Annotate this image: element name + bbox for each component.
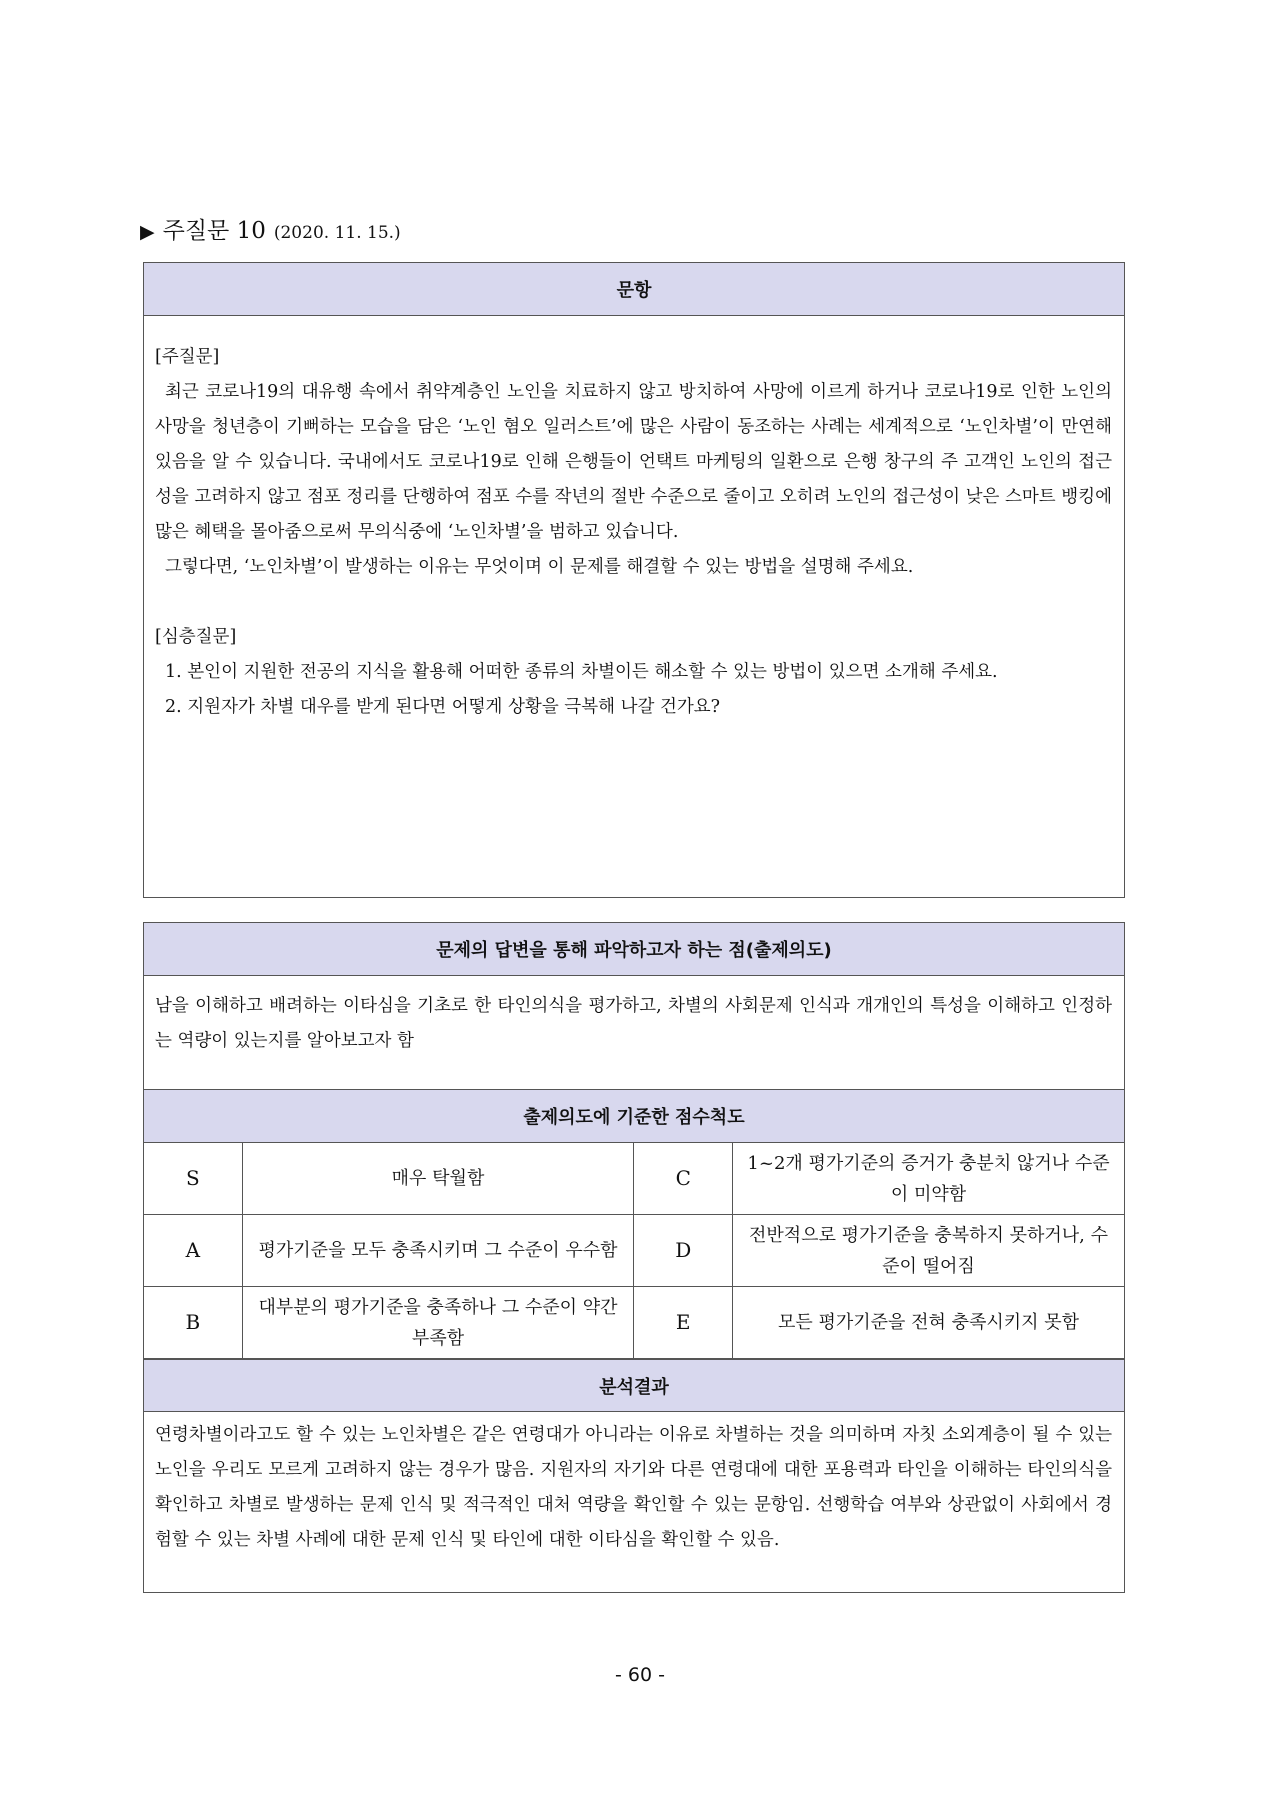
deep-question-item-2: 2. 지원자가 차별 대우를 받게 된다면 어떻게 상황을 극복해 나갈 건가요? bbox=[165, 697, 721, 717]
question-box bbox=[143, 262, 1125, 898]
main-question-paragraph-2: 그렇다면, ‘노인차별’이 발생하는 이유는 무엇이며 이 문제를 해결할 수 있는 방법을 설명해 주세요. bbox=[165, 557, 914, 577]
intent-header: 문제의 답변을 통해 파악하고자 하는 점(출제의도) bbox=[144, 923, 1124, 976]
deep-question-item-1: 1. 본인이 지원한 전공의 지식을 활용해 어떠한 종류의 차별이든 해소할 수 있는 방법이 있으면 소개해 주세요. bbox=[165, 662, 998, 682]
page-number: - 60 - bbox=[615, 1664, 665, 1686]
grade-cell: A bbox=[144, 1215, 242, 1287]
grade-cell: E bbox=[634, 1287, 733, 1359]
analysis-header: 분석결과 bbox=[144, 1359, 1124, 1412]
question-body bbox=[144, 316, 1124, 725]
grade-cell: D bbox=[634, 1215, 733, 1287]
grade-cell: B bbox=[144, 1287, 242, 1359]
spacer bbox=[155, 585, 1112, 620]
table-row bbox=[144, 1287, 1124, 1359]
question-header: 문항 bbox=[144, 263, 1124, 316]
main-question-paragraph-1: 최근 코로나19의 대유행 속에서 취약계층인 노인을 치료하지 않고 방치하여 사망에 이르게 하거나 코로나19로 인한 노인의 사망을 청년층이 기뻐하는 모습을 담은 ‘노인 혐오 일러스트’에 많은 사람이 동조하는 사례는 세계적으로 ‘노인차별’이 만연해 있음을 알 수 있습니다. 국내에서도 코로나19로 인해 은행들이 언택트 마케팅의 일환으로 은행 창구의 주 고객인 노인의 접근성을 고려하지 않고 점포 정리를 단행하여 점포 수를 작년의 절반 수준으로 줄이고 오히려 노인의 접근성이 낮은 스마트 뱅킹에 많은 혜택을 몰아줌으로써 무의식중에 ‘노인차별’을 범하고 있습니다. bbox=[155, 382, 1112, 542]
intent-text: 남을 이해하고 배려하는 이타심을 기초로 한 타인의식을 평가하고, 차별의 사회문제 인식과 개개인의 특성을 이해하고 인정하는 역량이 있는지를 알아보고자 함 bbox=[144, 976, 1124, 1090]
section-heading bbox=[140, 212, 401, 245]
grade-description: 전반적으로 평가기준을 충복하지 못하거나, 수준이 떨어짐 bbox=[733, 1215, 1124, 1287]
triangle-bullet-icon: ▶ bbox=[140, 221, 155, 243]
table-row bbox=[144, 1143, 1124, 1215]
grade-cell: C bbox=[634, 1143, 733, 1215]
grade-cell: S bbox=[144, 1143, 242, 1215]
scale-header: 출제의도에 기준한 점수척도 bbox=[144, 1090, 1124, 1143]
table-row bbox=[144, 1215, 1124, 1287]
grade-description: 모든 평가기준을 전혀 충족시키지 못함 bbox=[733, 1287, 1124, 1359]
grade-description: 매우 탁월함 bbox=[242, 1143, 634, 1215]
analysis-text: 연령차별이라고도 할 수 있는 노인차별은 같은 연령대가 아니라는 이유로 차별하는 것을 의미하며 자칫 소외계층이 될 수 있는 노인을 우리도 모르게 고려하지 않는 경우가 많음. 지원자의 자기와 다른 연령대에 대한 포용력과 타인을 이해하는 타인의식을 확인하고 차별로 발생하는 문제 인식 및 적극적인 대처 역량을 확인할 수 있는 문항임. 선행학습 여부와 상관없이 사회에서 경험할 수 있는 차별 사례에 대한 문제 인식 및 타인에 대한 이타심을 확인할 수 있음. bbox=[155, 1425, 1112, 1550]
grade-description: 1~2개 평가기준의 증거가 충분치 않거나 수준이 미약함 bbox=[733, 1143, 1124, 1215]
grade-description: 대부분의 평가기준을 충족하나 그 수준이 약간 부족함 bbox=[242, 1287, 634, 1359]
score-scale-table bbox=[144, 1143, 1124, 1359]
grade-description: 평가기준을 모두 충족시키며 그 수준이 우수함 bbox=[242, 1215, 634, 1287]
evaluation-box bbox=[143, 922, 1125, 1593]
section-date: (2020. 11. 15.) bbox=[273, 223, 401, 243]
deep-question-label: [심층질문] bbox=[155, 627, 237, 647]
main-question-label: [주질문] bbox=[155, 347, 220, 367]
section-title: 주질문 10 bbox=[162, 218, 266, 244]
